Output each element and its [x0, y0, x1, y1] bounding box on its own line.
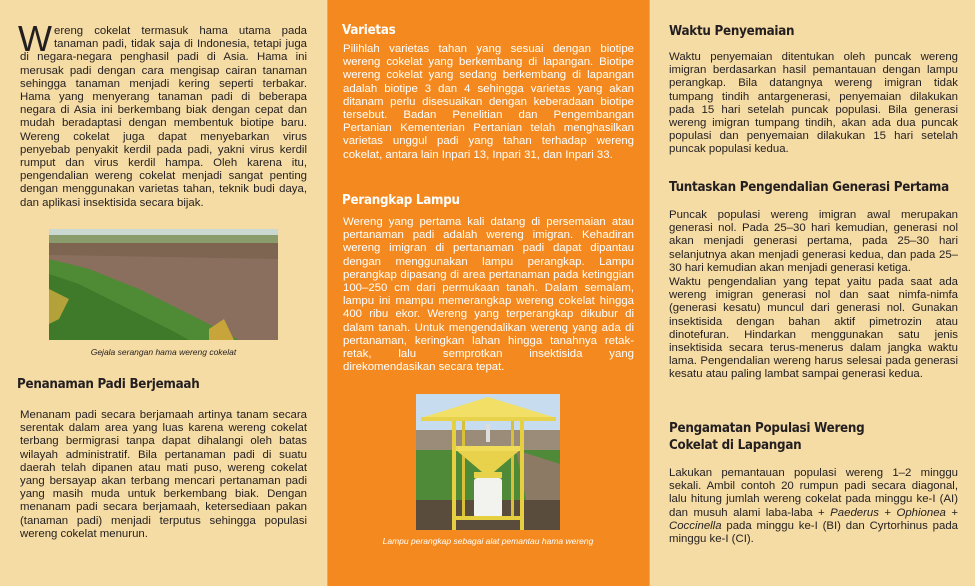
section-heading-pengamatan: Pengamatan Populasi Wereng Cokelat di Lapangan [669, 421, 865, 453]
section-heading-varietas: Varietas [342, 23, 396, 38]
light-trap-photo [416, 394, 560, 530]
rice-field-caption: Gejala serangan hama wereng cokelat [90, 347, 237, 357]
drop-cap: W [18, 18, 52, 59]
waktu-paragraph: Waktu penyemaian ditentukan oleh puncak wereng imigran berdasarkan hasil pemantauan dengan lampu perangkap. Bila datangnya wereng imigran tidak tumpang tindih antargenerasi, penyemaian dilakukan pada 15 hari setelah puncak populasi. Bila generasi wereng imigran tumpang tindih, akan ada dua puncak populasi dan penyemaian dilakukan 15 hari setelah puncak populasi kedua. [669, 51, 958, 156]
penanaman-paragraph: Menanam padi secara berjamaah artinya tanam secara serentak dalam area yang luas karena wereng cokelat terbang bermigrasi tanpa dapat dihalangi oleh batas wilayah administratif. Bila pertanaman padi di suatu daerah telah dipanen atau mati puso, wereng cokelat yang bersayap akan terbang mencari pertanaman padi yang masih muda untuk berkembang biak. Dengan menanam padi secara berjamaah, ketersediaan pakan (tanaman padi) menjadi terputus sehingga populasi wereng cokelat menurun. [20, 409, 307, 540]
intro-paragraph: Wereng cokelat termasuk hama utama pada tanaman padi, tidak saja di Indonesia, tetapi juga di negara-negara penghasil padi di Asia. Hama ini merusak padi dengan cara mengisap cairan tanaman sehingga tanaman menjadi kering seperti terbakar. Hama yang menyerang tanaman padi di beberapa negara di Asia ini berkembang biak dengan cepat dan mudah beradaptasi dengan membentuk biotipe baru. Wereng cokelat juga dapat menyebarkan virus penyebab penyakit kerdil pada padi, yakni virus kerdil rumput dan virus kerdil hampa. Oleh karena itu, pengendalian wereng cokelat menjadi sangat penting dengan menggunakan varietas tahan, teknik budi daya, dan aplikasi insektisida secara bijak. [18, 18, 307, 209]
right-panel [650, 0, 975, 586]
pengamatan-paragraph: Lakukan pemantauan populasi wereng 1–2 minggu sekali. Ambil contoh 20 rumpun padi secara diagonal, lalu hitung jumlah wereng cokelat pada minggu ke-I (AI) dan musuh alami laba-laba + Paederus + Ophionea + Coccinella pada minggu ke-I (BI) dan Cyrtorhinus pada minggu ke-I (CI). [669, 467, 958, 546]
middle-panel [327, 0, 650, 586]
section-heading-perangkap: Perangkap Lampu [342, 193, 460, 208]
tuntaskan-paragraph-2: Waktu pengendalian yang tepat yaitu pada saat ada wereng imigran generasi nol dan saat nimfa-nimfa (generasi kesatu) muncul dari generasi nol. Gunakan insektisida dengan bahan aktif pimetrozin atau dinotefuran. Hindarkan menggunakan satu jenis insektisida secara terus-menerus dalam jangka waktu lama. Pengendalian wereng harus selesai pada generasi kesatu atau paling lambat sampai generasi kedua. [669, 276, 958, 381]
tuntaskan-paragraph-1: Puncak populasi wereng imigran awal merupakan generasi nol. Pada 25–30 hari kemudian, generasi nol akan menjadi generasi pertama, pada 25–30 hari selanjutnya akan menjadi generasi kedua, dan pada 25–30 hari kemudian akan menjadi generasi ketiga. [669, 209, 958, 274]
light-trap-caption: Lampu perangkap sebagai alat pemantau hama wereng [382, 536, 594, 546]
section-heading-waktu: Waktu Penyemaian [669, 24, 795, 39]
species-ophionea: Ophionea [896, 506, 946, 519]
perangkap-paragraph: Wereng yang pertama kali datang di persemaian atau pertanaman padi adalah wereng imigran. Kehadiran wereng imigran di pertanaman padi dapat dipantau dengan menggunakan lampu perangkap. Lampu perangkap dipasang di area pertanaman pada ketinggian 100–250 cm dari permukaan tanah. Dalam semalam, lampu ini mampu memerangkap wereng cokelat hingga 400 ribu ekor. Wereng yang terperangkap dikubur di dalam tanah. Untuk mengendalikan wereng yang ada di pertanaman, keringkan lahan hingga tanahnya retak-retak, lalu semprotkan insektisida yang direkomendasikan secara tepat. [343, 216, 634, 374]
section-heading-penanaman: Penanaman Padi Berjemaah [17, 377, 200, 392]
section-heading-tuntaskan: Tuntaskan Pengendalian Generasi Pertama [669, 180, 949, 195]
varietas-paragraph: Pilihlah varietas tahan yang sesuai dengan biotipe wereng cokelat yang berkembang di lapangan. Biotipe wereng cokelat yang sedang berkembang di lapangan adalah biotipe 3 dan 4 sehingga varietas yang akan ditanam perlu disesuaikan dengan keberadaan biotipe tersebut. Badan Penelitian dan Pengembangan Pertanian Kementerian Pertanian telah menghasilkan varietas unggul padi yang tahan terhadap wereng cokelat, antara lain Inpari 13, Inpari 31, dan Inpari 33. [343, 43, 634, 161]
rice-field-photo [49, 229, 278, 340]
species-paederus: Paederus [830, 506, 879, 519]
left-panel [0, 0, 327, 586]
species-coccinella: Coccinella [669, 519, 722, 532]
